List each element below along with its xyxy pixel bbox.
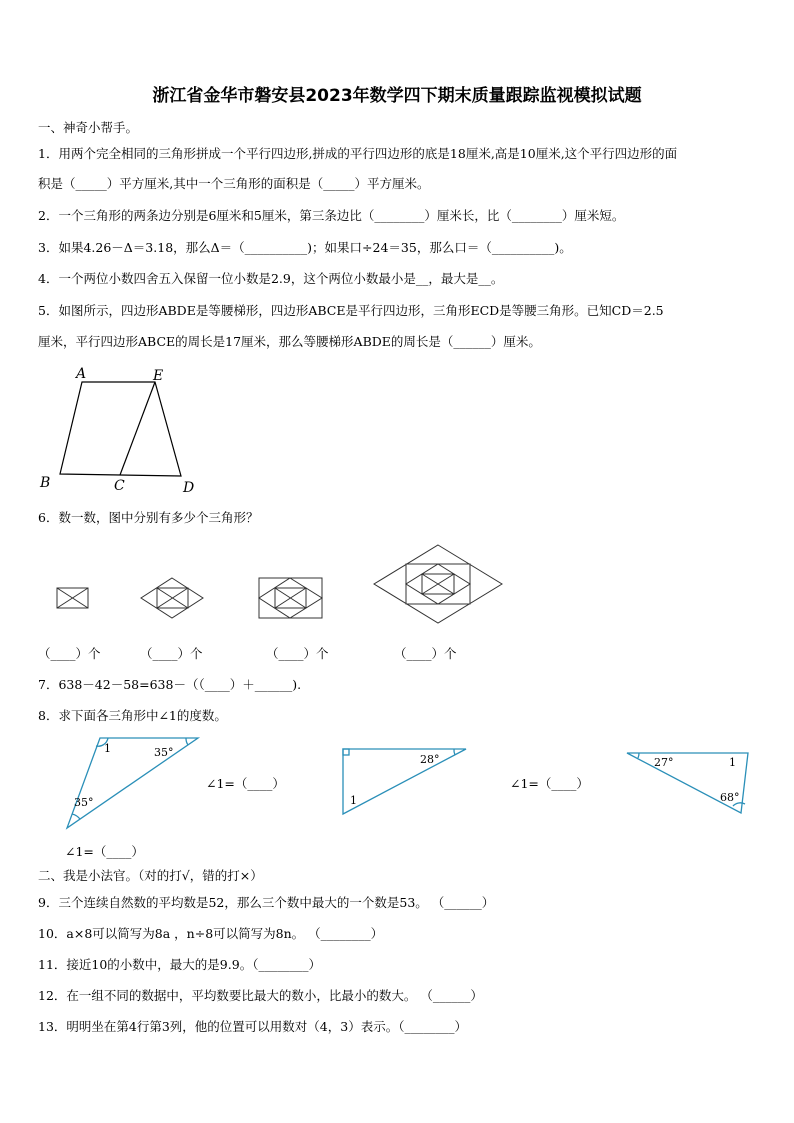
right-angle-mark [343,749,349,755]
angle-label-1-second: 1 [350,794,357,807]
page-title: 浙江省金华市磐安县2023年数学四下期末质量跟踪监视模拟试题 [152,86,642,106]
angle-arc-2 [186,738,188,745]
section-heading-2: 二、我是小法官。（对的打√，错的打×） [38,868,263,883]
point-label-d: D [183,480,195,496]
q6-answer-1: （____）个 [38,646,101,661]
point-label-e: E [153,368,164,384]
question-6: 6．数一数，图中分别有多少个三角形？ [38,510,259,525]
angle-label-1-third: 1 [729,756,736,769]
section-heading-1: 一、神奇小帮手。 [38,120,139,135]
question-1-line-1: 1．用两个完全相同的三角形拼成一个平行四边形,拼成的平行四边形的底是18厘米,高是10厘米,这个平行四边形的面 [38,146,678,161]
q6-answer-3: （____）个 [266,646,329,661]
q8-answer-1: ∠1=（____） [65,844,144,859]
question-13: 13．明明坐在第4行第3列，他的位置可以用数对（4，3）表示。（________） [38,1019,467,1034]
point-label-a: A [76,366,87,382]
q6-answer-4: （____）个 [394,646,457,661]
triangle-count-figure-1 [57,588,88,608]
point-label-c: C [114,478,125,494]
question-4: 4．一个两位小数四舍五入保留一位小数是2.9，这个两位小数最小是__，最大是__。 [38,271,504,286]
angle-arc-3 [72,814,80,819]
angle-label-35-bottom: 35° [74,796,94,809]
q8-answer-3: ∠1=（____） [510,776,589,791]
question-2: 2．一个三角形的两条边分别是6厘米和5厘米，第三条边比（________）厘米长，比（________）厘米短。 [38,208,625,223]
q8-answer-2: ∠1=（____） [206,776,285,791]
question-1-line-2: 积是（_____）平方厘米,其中一个三角形的面积是（_____）平方厘米。 [38,176,430,191]
triangle-figure-2 [343,749,466,814]
q6-answer-2: （____）个 [140,646,203,661]
triangle-count-figure-3 [259,578,322,618]
question-3: 3．如果4.26－Δ＝3.18，那么Δ＝（__________)；如果口÷24＝35，那么口＝（__________)。 [38,240,572,255]
question-8: 8．求下面各三角形中∠1的度数。 [38,708,227,723]
question-5-line-2: 厘米，平行四边形ABCE的周长是17厘米，那么等腰梯形ABDE的周长是（______）厘米。 [38,334,541,349]
angle-label-68: 68° [720,791,740,804]
angle-label-28: 28° [420,753,440,766]
question-10: 10．a×8可以简写为8a ，n÷8可以简写为8n。 （________） [38,926,384,941]
angle-label-27: 27° [654,756,674,769]
question-5-line-1: 5．如图所示，四边形ABDE是等腰梯形，四边形ABCE是平行四边形，三角形ECD是等腰三角形。已知CD＝2.5 [38,303,664,318]
triangle-count-figure-4 [374,545,502,623]
angle-label-35-top: 35° [154,746,174,759]
question-11: 11．接近10的小数中，最大的是9.9。（________） [38,957,321,972]
triangle-count-figure-2 [141,578,203,618]
question-9: 9．三个连续自然数的平均数是52，那么三个数中最大的一个数是53。 （______） [38,895,495,910]
point-label-b: B [40,475,51,491]
angle-label-1: 1 [104,742,111,755]
angle-arc-5 [638,753,639,758]
question-12: 12．在一组不同的数据中，平均数要比最大的数小，比最小的数大。 （______） [38,988,483,1003]
triangle-figure-1 [67,738,198,828]
question-7: 7．638－42－58=638－（（____）＋______). [38,677,302,692]
angle-arc-4 [454,749,455,755]
